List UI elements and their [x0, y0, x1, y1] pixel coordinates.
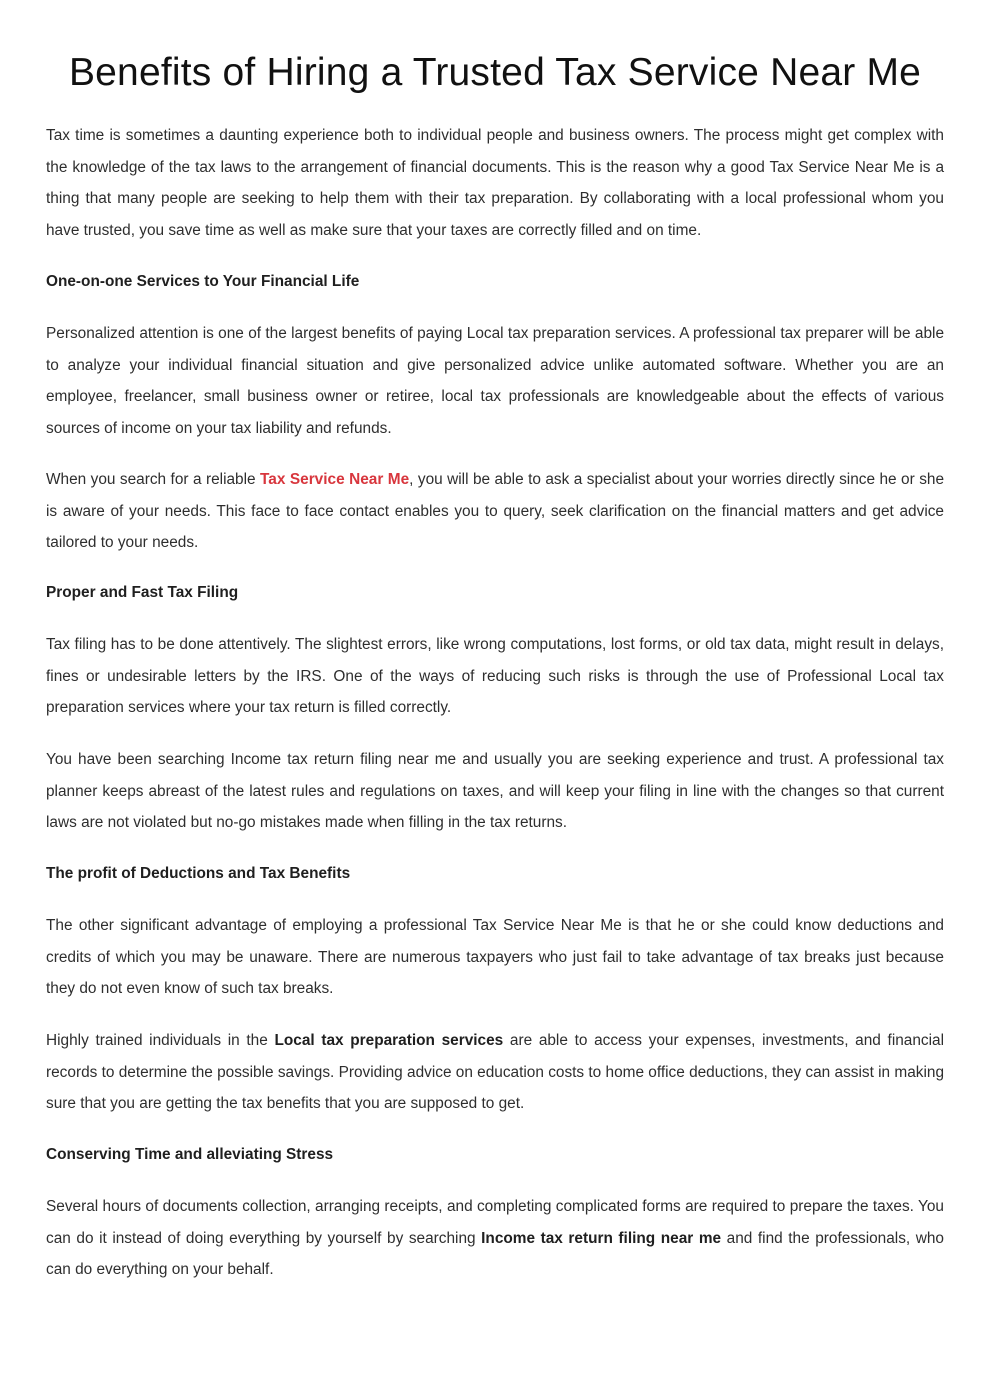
paragraph-income-tax-search: You have been searching Income tax return filing near me and usually you are seeking experience and trust. A professional tax planner keeps abreast of the latest rules and regulations on taxes, and will keep your filing in line with the changes so that current laws are not violated but no-go mistakes made when filling in the tax returns. — [46, 751, 944, 831]
text-run: Highly trained individuals in the — [46, 1032, 275, 1049]
text-run: are able to access your expenses, investments, and financial records to determine the possible savings. Providing advice on education costs to home office deductions, they can assist in making sure that you are getting the tax benefits that you are supposed to get. — [46, 1032, 945, 1112]
text-run: When you search for a reliable — [46, 471, 261, 488]
text-run: and find the professionals, who can do everything on your behalf. — [46, 1229, 944, 1278]
paragraph-tax-filing: Tax filing has to be done attentively. The slightest errors, like wrong computations, lost forms, or old tax data, might result in delays, fines or undesirable letters by the IRS. One of the ways of reducing such risks is through the use of Professional Local tax preparation services where your tax return is filled correctly. — [46, 636, 944, 716]
paragraph-conserving-time — [46, 1191, 944, 1286]
section-heading-tax-filing: Proper and Fast Tax Filing — [46, 584, 239, 601]
tax-service-near-me-link[interactable]: Tax Service Near Me — [260, 471, 410, 488]
section-heading-conserving-time: Conserving Time and alleviating Stress — [46, 1146, 334, 1163]
page-title: Benefits of Hiring a Trusted Tax Service Near Me — [68, 51, 922, 94]
section-heading-one-on-one: One-on-one Services to Your Financial Life — [46, 273, 360, 290]
paragraph-personalized: Personalized attention is one of the largest benefits of paying Local tax preparation services. A professional tax preparer will be able to analyze your individual financial situation and give personalized advice unlike automated software. Whether you are an employee, freelancer, small business owner or retiree, local tax professionals are knowledgeable about the effects of various sources of income on your tax liability and refunds. — [46, 325, 944, 437]
local-tax-preparation-services-emphasis: Local tax preparation services — [274, 1032, 504, 1049]
text-run: Several hours of documents collection, arranging receipts, and completing complicated forms are required to prepare the taxes. You can do it instead of doing everything by yourself by searching — [46, 1198, 944, 1247]
paragraph-trained-individuals — [46, 1025, 944, 1120]
income-tax-return-filing-emphasis: Income tax return filing near me — [481, 1229, 722, 1247]
section-heading-deductions: The profit of Deductions and Tax Benefits — [46, 865, 351, 882]
paragraph-reliable-service — [46, 464, 944, 559]
paragraph-deductions: The other significant advantage of employing a professional Tax Service Near Me is that he or she could know deductions and credits of which you may be unaware. There are numerous taxpayers who just fail to take advantage of tax breaks just because they do not even know of such tax breaks. — [46, 917, 944, 997]
text-run: , you will be able to ask a specialist about your worries directly since he or she is aware of your needs. This face to face contact enables you to query, seek clarification on the financial matters and get advice tailored to your needs. — [46, 471, 945, 551]
intro-paragraph: Tax time is sometimes a daunting experience both to individual people and business owners. The process might get complex with the knowledge of the tax laws to the arrangement of financial documents. This is the reason why a good Tax Service Near Me is a thing that many people are seeking to help them with their tax preparation. By collaborating with a local professional whom you have trusted, you save time as well as make sure that your taxes are correctly filled and on time. — [46, 127, 944, 239]
